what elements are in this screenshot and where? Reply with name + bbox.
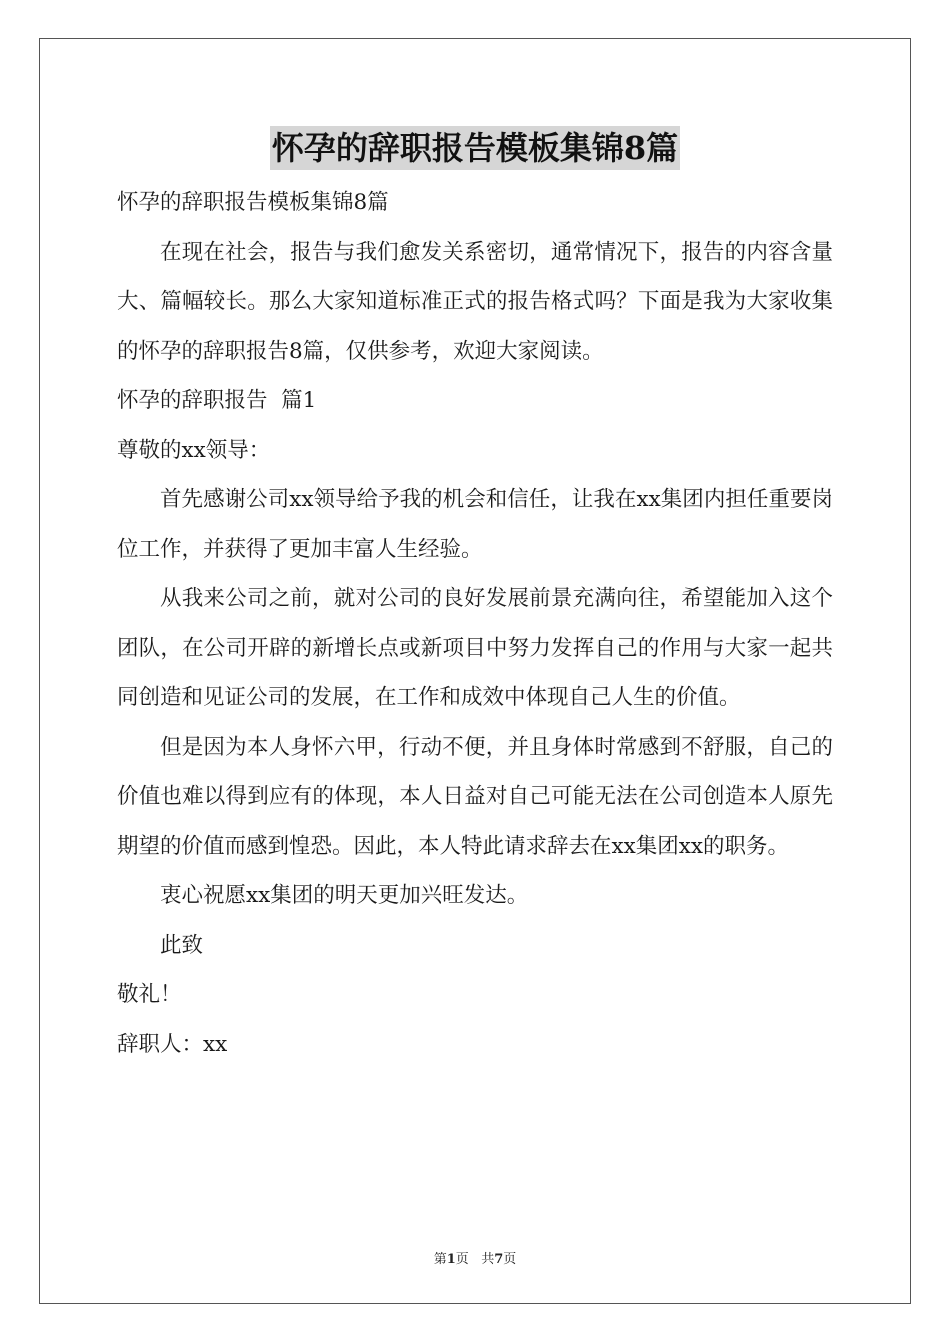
body-paragraph: 衷心祝愿xx集团的明天更加兴旺发达。 xyxy=(160,883,529,908)
page-total: 7 xyxy=(494,1252,504,1267)
page-footer xyxy=(0,1248,950,1267)
page-current: 1 xyxy=(446,1252,456,1267)
page-label-mid: 页 共 xyxy=(455,1252,495,1267)
page-label-prefix: 第 xyxy=(433,1252,447,1267)
title-container xyxy=(0,126,950,170)
signature: 辞职人：xx xyxy=(117,1031,228,1057)
document-title: 怀孕的辞职报告模板集锦8篇 xyxy=(270,126,680,170)
body-paragraph: 从我来公司之前，就对公司的良好发展前景充满向往，希望能加入这个团队，在公司开辟的新增长点或新项目中努力发挥自己的作用与大家一起共同创造和见证公司的发展，在工作和成效中体现自己人生的价值。 xyxy=(117,586,833,710)
body-paragraph: 首先感谢公司xx领导给予我的机会和信任，让我在xx集团内担任重要岗位工作，并获得了更加丰富人生经验。 xyxy=(117,487,833,562)
intro-paragraph: 在现在社会，报告与我们愈发关系密切，通常情况下，报告的内容含量大、篇幅较长。那么大家知道标准正式的报告格式吗？下面是我为大家收集的怀孕的辞职报告8篇，仅供参考，欢迎大家阅读。 xyxy=(117,239,833,364)
body-paragraph: 但是因为本人身怀六甲，行动不便，并且身体时常感到不舒服，自己的价值也难以得到应有的体现，本人日益对自己可能无法在公司创造本人原先期望的价值而感到惶恐。因此，本人特此请求辞去在xx集团xx的职务。 xyxy=(117,734,833,859)
document-body xyxy=(117,178,833,1069)
page-label-suffix: 页 xyxy=(503,1252,517,1267)
closing-regards: 此致 xyxy=(160,932,204,958)
document-subtitle: 怀孕的辞职报告模板集锦8篇 xyxy=(117,190,389,215)
salutation: 尊敬的xx领导： xyxy=(117,437,271,463)
closing-salute: 敬礼！ xyxy=(117,982,182,1007)
section-heading: 怀孕的辞职报告 篇1 xyxy=(117,388,317,413)
